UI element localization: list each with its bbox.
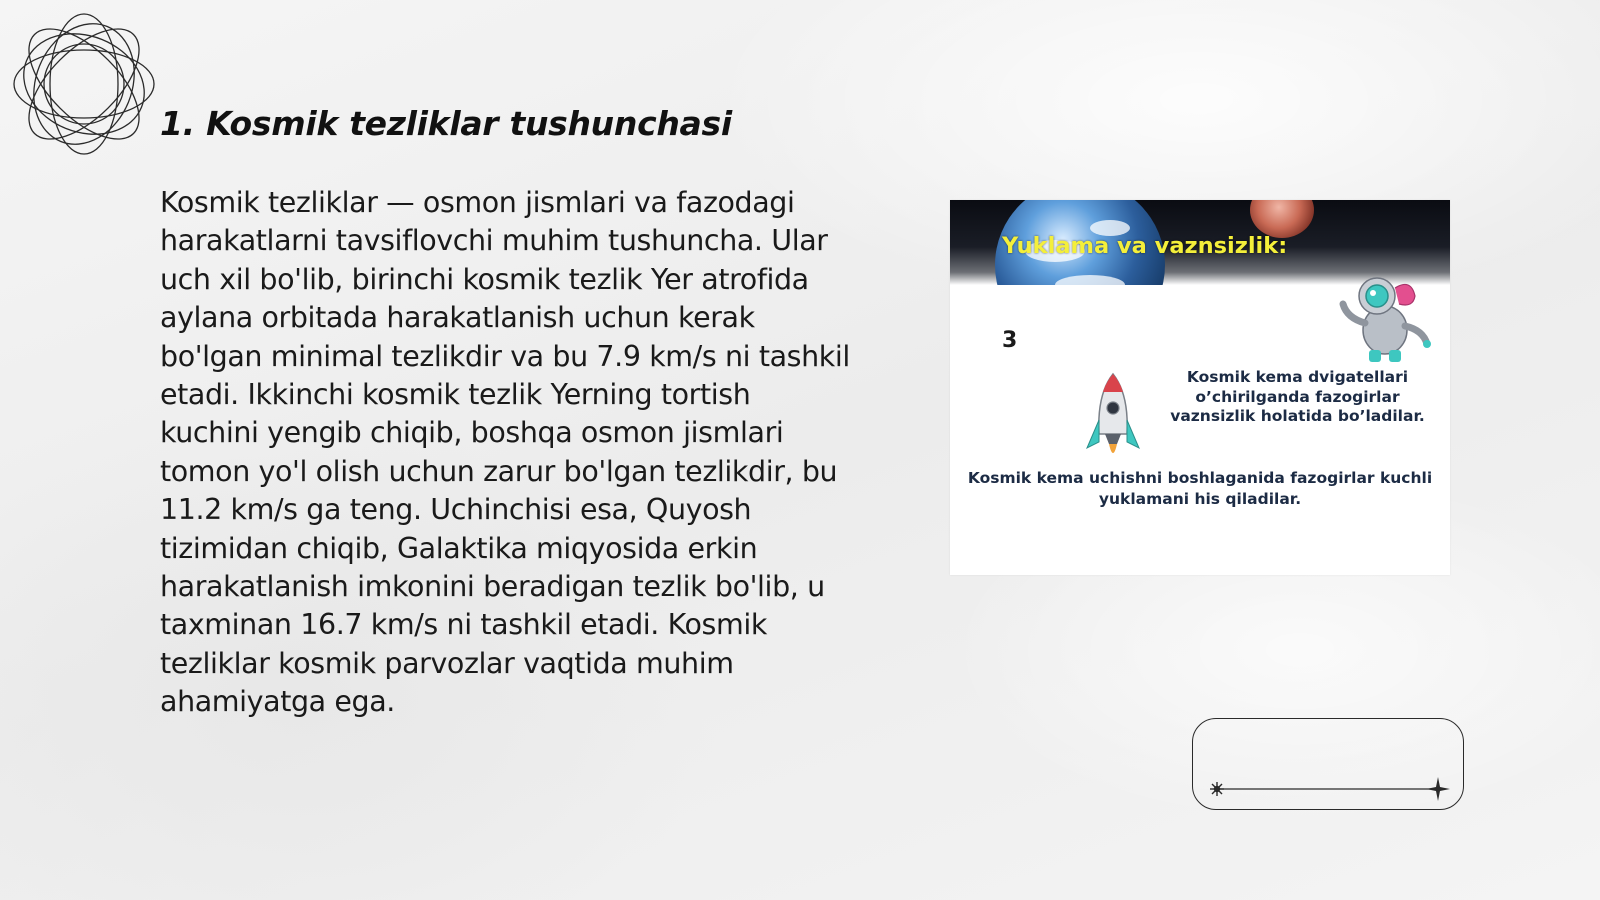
- slide-body-text: Kosmik tezliklar — osmon jismlari va fazodagi harakatlarni tavsiflovchi muhim tushuncha. Ular uch xil bo'lib, birinchi kosmik tezlik Yer atrofida aylana orbitada harakatlanish uchun kerak bo'lgan minimal tezlikdir va bu 7.9 km/s ni tashkil etadi. Ikkinchi kosmik tezlik Yerning tortish kuchini yengib chiqib, boshqa osmon jismlari tomon yo'l olish uchun zarur bo'lgan tezlikdir, bu 11.2 km/s ga teng. Uchinchisi esa, Quyosh tizimidan chiqib, Galaktika miqyosida erkin harakatlanish imkonini beradigan tezlik bo'lib, u taxminan 16.7 km/s ni tashkil etadi. Kosmik tezliklar kosmik parvozlar vaqtida muhim ahamiyatga ega.: [160, 186, 850, 719]
- banner-title: Yuklama va vaznsizlik:: [1002, 233, 1288, 259]
- astronaut-icon: [1335, 268, 1435, 364]
- orbit-rings-logo-icon: [10, 10, 158, 158]
- slide-title: 1. Kosmik tezliklar tushunchasi: [160, 104, 732, 143]
- star-icon: [1426, 777, 1450, 801]
- picture-number: 3: [1002, 328, 1018, 353]
- rocket-icon: [1085, 372, 1141, 464]
- slider-line-decoration: [1193, 719, 1465, 811]
- decorative-slider-frame: [1192, 718, 1464, 810]
- caption-overload: Kosmik kema uchishni boshlaganida fazogirlar kuchli yuklamani his qiladilar.: [967, 469, 1433, 508]
- caption-weightlessness: Kosmik kema dvigatellari o’chirilganda fazogirlar vaznsizlik holatida bo’ladilar.: [1170, 368, 1425, 425]
- sparkle-icon: [1210, 782, 1224, 796]
- space-illustration: [950, 200, 1450, 575]
